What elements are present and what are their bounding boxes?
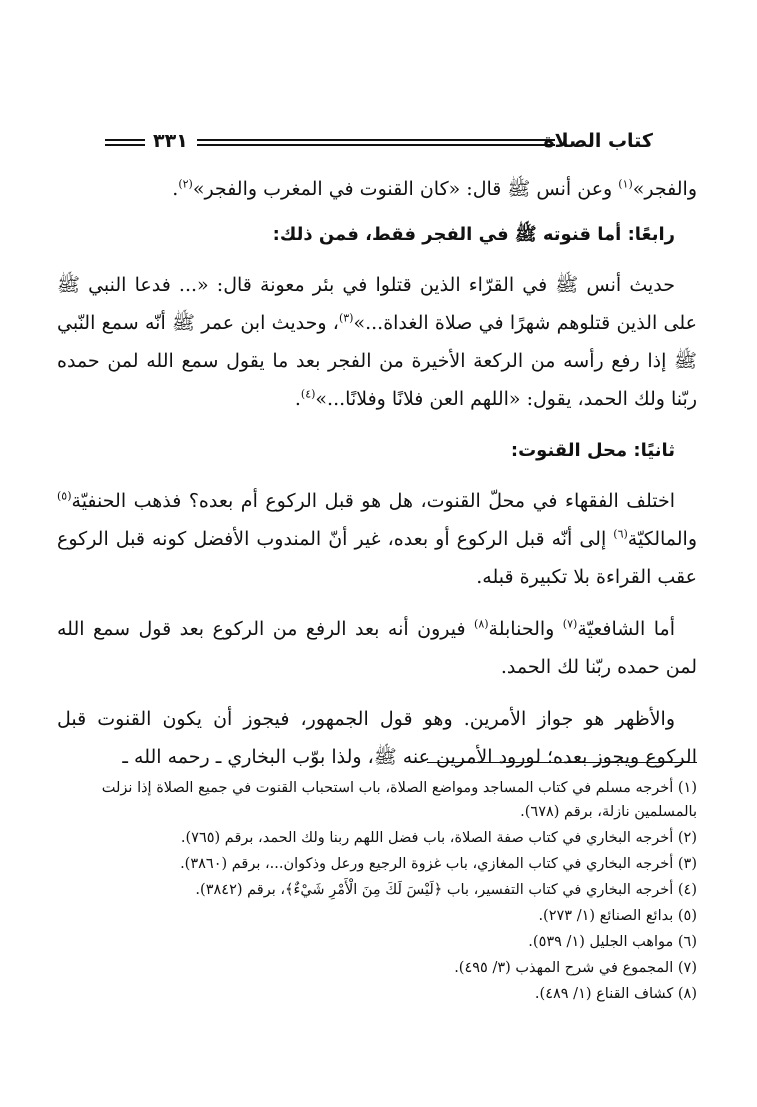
text-run: والمالكيّة (627, 528, 697, 550)
paragraph-anas-hadith (57, 266, 697, 418)
text-run: . (294, 388, 301, 410)
chapter-title: كتاب الصلاة (543, 130, 653, 152)
text-run: فيرون أنه بعد الرفع من الركوع بعد قول سمع الله لمن حمده ربّنا لك الحمد. (57, 618, 697, 678)
paragraph-conclusion: والأظهر هو جواز الأمرين. وهو قول الجمهور، فيجوز أن يكون القنوت قبل الركوع ويجوز بعده؛ لورود الأمرين عنه ﷺ، ولذا بوّب البخاري ـ رحمه الله ـ (57, 708, 697, 768)
footnote-4: (٤) أخرجه البخاري في كتاب التفسير، باب ﴿لَيْسَ لَكَ مِنَ الْأَمْرِ شَيْءٌ﴾، برقم (٣٨٤٢). (195, 882, 697, 898)
text-run: أما الشافعيّة (577, 618, 675, 640)
footnote-1: (١) أخرجه مسلم في كتاب المساجد ومواضع الصلاة، باب استحباب القنوت في جميع الصلاة إذا نزلت بالمسلمين نازلة، برقم (٦٧٨). (101, 780, 697, 820)
header-rule-left-lower (105, 144, 145, 146)
footnote-2: (٢) أخرجه البخاري في كتاب صفة الصلاة، باب فضل اللهم ربنا ولك الحمد، برقم (٧٦٥). (180, 830, 697, 846)
text-run: ، وحديث ابن عمر ﷺ أنّه سمع النّبي ﷺ إذا رفع رأسه من الركعة الأخيرة من الفجر بعد ما يقول سمع الله لمن حمده ربّنا ولك الحمد، يقول: «اللهم العن فلانًا وفلانًا...» (57, 312, 697, 410)
text-run: حديث أنس ﷺ في القرّاء الذين قتلوا في بئر معونة قال: «... فدعا النبي ﷺ على الذين قتلوهم شهرًا في صلاة الغداة...» (57, 274, 697, 334)
footnote-ref-5[interactable]: (٥) (57, 489, 72, 503)
main-text (57, 170, 697, 790)
paragraph-shafii-hanbali (57, 610, 697, 686)
footnotes (57, 776, 697, 1008)
header-rule-left (105, 139, 145, 141)
text-run: إلى أنّه قبل الركوع أو بعده، غير أنّ المندوب الأفضل كونه قبل الركوع عقب القراءة بلا تكبيرة قبله. (57, 528, 697, 588)
text-run: وعن أنس ﷺ قال: «كان القنوت في المغرب والفجر» (192, 178, 619, 200)
text-run: والحنابلة (488, 618, 563, 640)
header-rule-lower (197, 144, 555, 146)
page-number: ٣٣١ (153, 130, 188, 152)
footnote-8: (٨) كشاف القناع (١/ ٤٨٩). (534, 986, 697, 1002)
footnote-ref-4[interactable]: (٤) (300, 387, 316, 401)
footnote-ref-6[interactable]: (٦) (613, 527, 628, 541)
text-run: والفجر» (632, 178, 697, 200)
footnote-ref-8[interactable]: (٨) (474, 617, 489, 631)
footnote-separator (427, 762, 697, 763)
footnote-5: (٥) بدائع الصنائع (١/ ٢٧٣). (538, 908, 697, 924)
footnote-ref-3[interactable]: (٣) (338, 311, 354, 325)
section-heading-fourth: رابعًا: أما قنوته ﷺ في الفجر فقط، فمن ذلك: (272, 224, 675, 245)
footnote-6: (٦) مواهب الجليل (١/ ٥٣٩). (528, 934, 697, 950)
footnote-ref-7[interactable]: (٧) (562, 617, 578, 631)
running-header (105, 130, 653, 160)
footnote-ref-1[interactable]: (١) (618, 177, 633, 191)
footnote-ref-2[interactable]: (٢) (178, 177, 193, 191)
paragraph-scholars-differ (57, 482, 697, 596)
text-run: . (172, 178, 179, 200)
text-run: اختلف الفقهاء في محلّ القنوت، هل هو قبل الركوع أم بعده؟ فذهب الحنفيّة (71, 490, 675, 512)
header-rule (197, 139, 555, 141)
footnote-3: (٣) أخرجه البخاري في كتاب المغازي، باب غزوة الرجيع ورعل وذكوان...، برقم (٣٨٦٠). (180, 856, 697, 872)
paragraph-continuation (57, 170, 697, 208)
section-heading-second: ثانيًا: محل القنوت: (510, 440, 675, 461)
footnote-7: (٧) المجموع في شرح المهذب (٣/ ٤٩٥). (454, 960, 697, 976)
